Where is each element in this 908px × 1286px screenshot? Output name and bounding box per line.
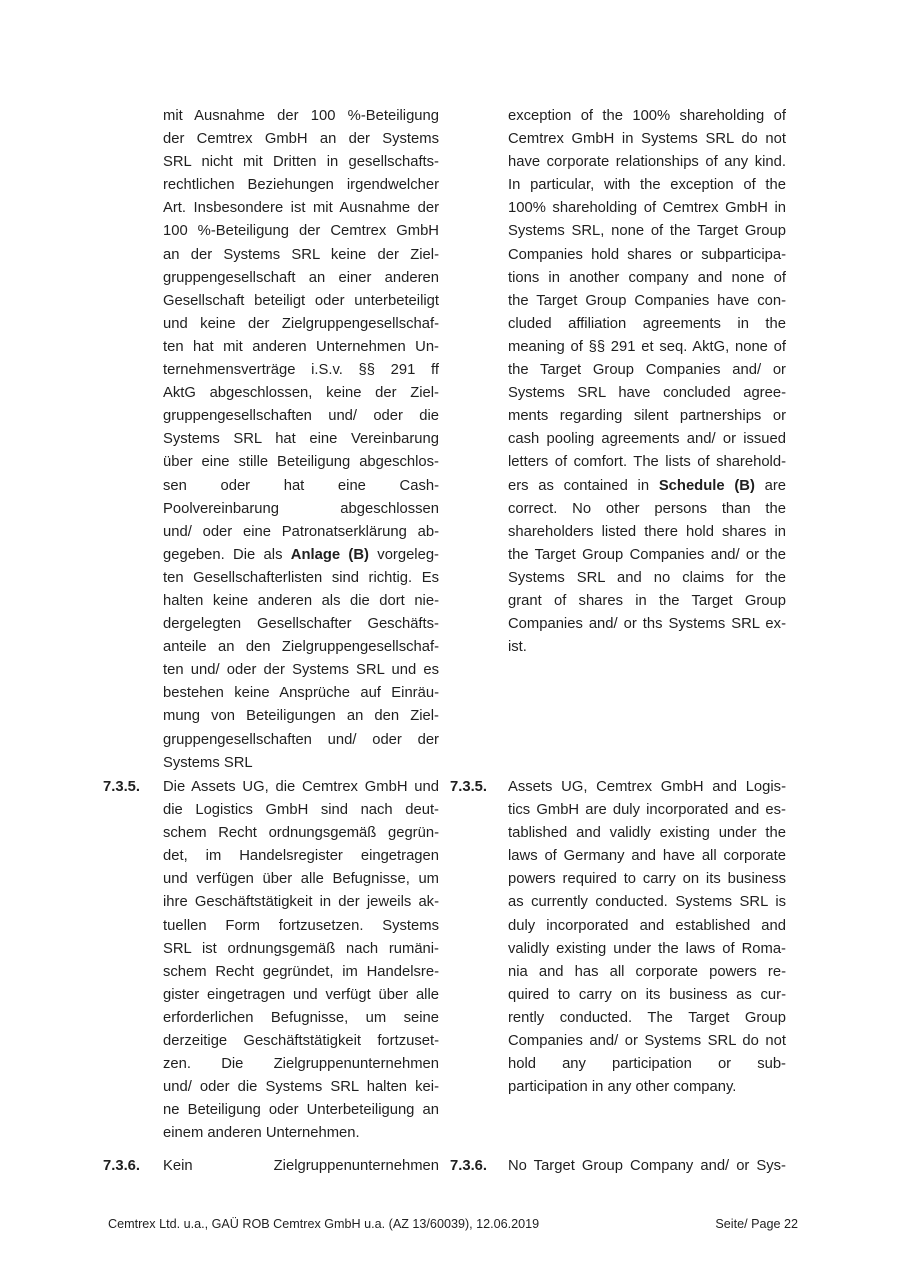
text-line: ihre Geschäftstätigkeit in der jeweils ak- (163, 894, 439, 911)
text-line: as currently conducted. Systems SRL is (508, 894, 786, 911)
text-line: die Logistics GmbH sind nach deut- (163, 802, 439, 819)
text-line: SRL ist ordnungsgemäß nach rumäni- (163, 940, 439, 957)
text-line: 100% shareholding of Cemtrex GmbH in (508, 200, 786, 217)
text-line: rechtlichen Beziehungen irgendwelcher (163, 177, 439, 194)
text-line: tuellen Form fortzusetzen. Systems (163, 917, 439, 934)
text-line: gruppengesellschaft an einer anderen (163, 269, 439, 286)
text-line: erforderlichen Befugnisse, um seine (163, 1009, 439, 1026)
text-line: Systems SRL, none of the Target Group (508, 223, 786, 240)
english-paragraph (508, 105, 786, 659)
german-paragraph (163, 776, 439, 1146)
text-line: und/ oder eine Patronatserklärung ab- (163, 523, 439, 540)
text-line: der Cemtrex GmbH an der Systems (163, 131, 439, 148)
text-line: Die Assets UG, die Cemtrex GmbH und (163, 779, 439, 795)
text-line: Systems SRL and no claims for the (508, 569, 786, 586)
section-number-german: 7.3.5. (103, 779, 141, 795)
text-line: gruppengesellschaften und/ oder der (163, 731, 439, 748)
text-line: Systems SRL have concluded agree- (508, 385, 786, 402)
text-line: rently conducted. The Target Group (508, 1009, 786, 1026)
text-line: grant of shares in the Target Group (508, 592, 786, 609)
text-line: the Target Group Companies have con- (508, 292, 786, 309)
text-line: cluded affiliation agreements in the (508, 315, 786, 332)
text-line: tablished and validly existing under the (508, 825, 786, 842)
text-line: nia and has all corporate powers re- (508, 963, 786, 980)
text-line: exception of the 100% shareholding of (508, 108, 786, 124)
text-line: correct. No other persons than the (508, 500, 786, 517)
text-line: quired to carry on its business as cur- (508, 986, 786, 1003)
text-line: zen. Die Zielgruppenunternehmen (163, 1056, 439, 1073)
text-line: dergelegten Gesellschafter Geschäfts- (163, 616, 439, 633)
text-line: cash pooling agreements and/ or issued (508, 431, 786, 448)
text-line: halten keine anderen als die dort nie- (163, 592, 439, 609)
text-line: laws of Germany and have all corporate (508, 848, 786, 865)
text-line: hold any participation or sub- (508, 1056, 786, 1073)
text-line: Poolvereinbarung abgeschlossen (163, 500, 439, 517)
text-line: Systems SRL hat eine Vereinbarung (163, 431, 439, 448)
text-line: ten hat mit anderen Unternehmen Un- (163, 338, 439, 355)
footer-page-number: Seite/ Page 22 (715, 1217, 798, 1231)
text-line: have corporate relationships of any kind. (508, 154, 786, 171)
text-line: einem anderen Unternehmen. (163, 1125, 360, 1142)
text-line: participation in any other company. (508, 1079, 737, 1096)
text-line: tics GmbH are duly incorporated and es- (508, 802, 786, 819)
text-line: powers required to carry on its business (508, 871, 786, 888)
text-line: ten Gesellschafterlisten sind richtig. Es (163, 569, 439, 586)
text-line: mit Ausnahme der 100 %-Beteiligung (163, 108, 439, 124)
text-line: In particular, with the exception of the (508, 177, 786, 194)
text-line: gruppengesellschaften und/ oder die (163, 408, 439, 425)
text-line: tions in another company and none of (508, 269, 786, 286)
text-line: bestehen keine Ansprüche auf Einräu- (163, 685, 439, 702)
text-line: Companies and/ or ths Systems SRL ex- (508, 616, 786, 633)
text-line: schem Recht ordnungsgemäß gegrün- (163, 825, 439, 842)
text-line: an der Systems SRL keine der Ziel- (163, 246, 439, 263)
text-line: derzeitige Geschäftstätigkeit fortzuset- (163, 1033, 439, 1050)
text-line: Cemtrex GmbH in Systems SRL do not (508, 131, 786, 148)
text-line: the Target Group Companies and/ or (508, 362, 786, 379)
german-paragraph (163, 105, 439, 775)
section-number-german: 7.3.6. (103, 1158, 141, 1174)
text-line: sen oder hat eine Cash- (163, 477, 439, 494)
text-line: letters of comfort. The lists of sharehold- (508, 454, 786, 471)
footer-reference: Cemtrex Ltd. u.a., GAÜ ROB Cemtrex GmbH u.a. (AZ 13/60039), 12.06.2019 (108, 1217, 540, 1231)
text-line: Art. Insbesondere ist mit Ausnahme der (163, 200, 439, 217)
text-line: Companies hold shares or subparticipa- (508, 246, 786, 263)
text-line: ist. (508, 639, 527, 656)
text-line: Gesellschaft beteiligt oder unterbeteiligt (163, 292, 439, 309)
text-line: Systems SRL (163, 754, 253, 771)
text-line: validly existing under the laws of Roma- (508, 940, 786, 957)
german-paragraph (163, 1155, 439, 1178)
text-line: und verfügen über alle Befugnisse, um (163, 871, 439, 888)
text-line: gegeben. Die als Anlage (B) vorgeleg- (163, 546, 439, 563)
text-line: und/ oder die Systems SRL halten kei- (163, 1079, 439, 1096)
text-line: ne Beteiligung oder Unterbeteiligung an (163, 1102, 439, 1119)
text-line: ments regarding silent partnerships or (508, 408, 786, 425)
text-line: 100 %-Beteiligung der Cemtrex GmbH (163, 223, 439, 240)
text-line: schem Recht gegründet, im Handelsre- (163, 963, 439, 980)
text-line: ers as contained in Schedule (B) are (508, 477, 786, 494)
text-line: ten und/ oder der Systems SRL und es (163, 662, 439, 679)
english-paragraph (508, 1155, 786, 1178)
text-line: SRL nicht mit Dritten in gesellschafts- (163, 154, 439, 171)
text-line: meaning of §§ 291 et seq. AktG, none of (508, 338, 786, 355)
section-number-english: 7.3.5. (450, 779, 488, 795)
text-line: mung von Beteiligungen an den Ziel- (163, 708, 439, 725)
section-number-english: 7.3.6. (450, 1158, 488, 1174)
text-line: det, im Handelsregister eingetragen (163, 848, 439, 865)
text-line: shareholders listed there hold shares in (508, 523, 786, 540)
text-line: Companies and/ or Systems SRL do not (508, 1033, 786, 1050)
text-line: gister eingetragen und verfügt über alle (163, 986, 439, 1003)
text-line: the Target Group Companies and/ or the (508, 546, 786, 563)
english-paragraph (508, 776, 786, 1099)
text-line: No Target Group Company and/ or Sys- (508, 1158, 786, 1174)
text-line: anteile an den Zielgruppengesellschaf- (163, 639, 439, 656)
text-line: duly incorporated and established and (508, 917, 786, 934)
text-line: über eine stille Beteiligung abgeschlos- (163, 454, 439, 471)
text-line: AktG abgeschlossen, keine der Ziel- (163, 385, 439, 402)
text-line: ternehmensverträge i.S.v. §§ 291 ff (163, 362, 439, 379)
text-line: Kein Zielgruppenunternehmen (163, 1158, 439, 1174)
text-line: Assets UG, Cemtrex GmbH and Logis- (508, 779, 786, 795)
text-line: und keine der Zielgruppengesellschaf- (163, 315, 439, 332)
